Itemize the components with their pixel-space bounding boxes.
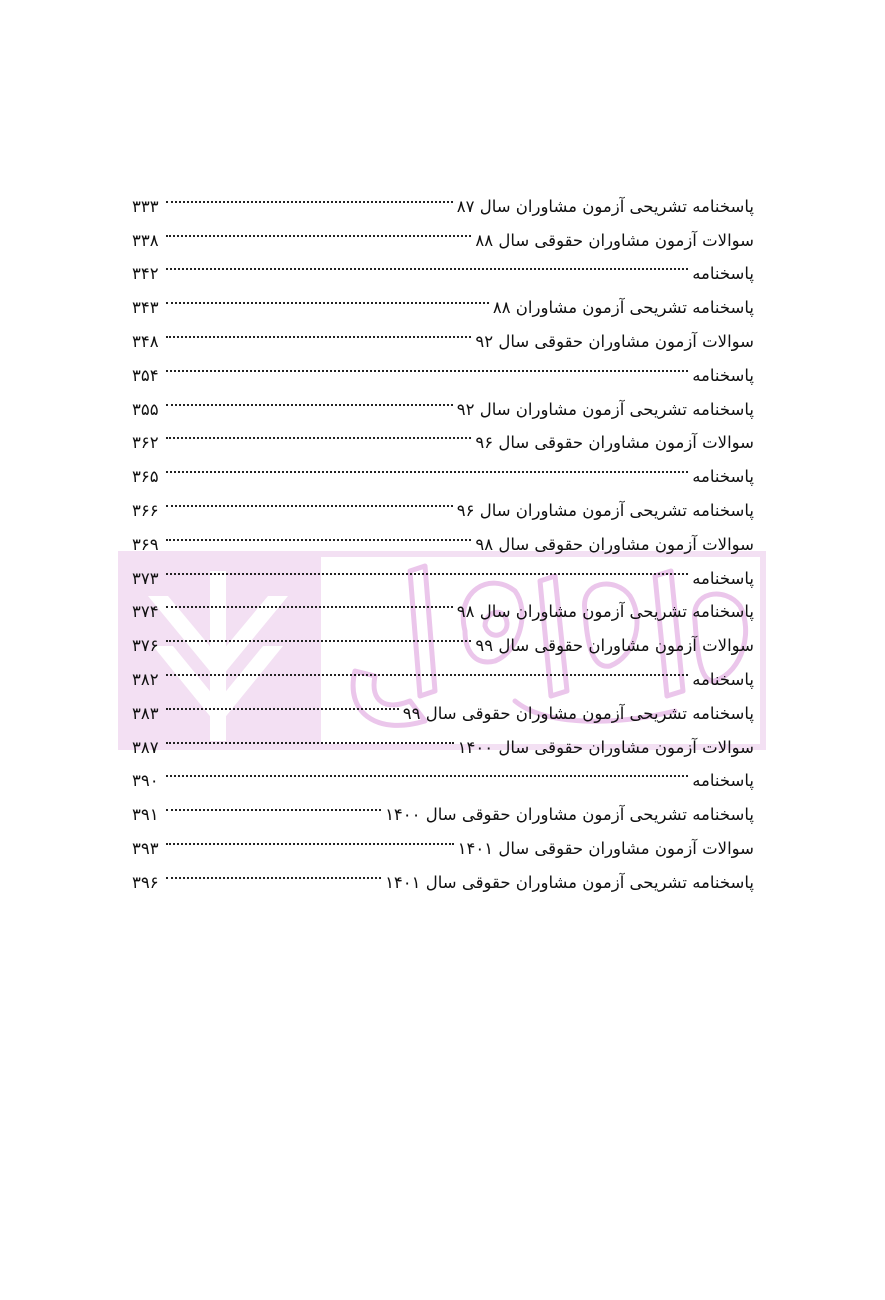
toc-entry-page: ۳۶۶ bbox=[132, 500, 159, 520]
toc-entry-page: ۳۹۶ bbox=[132, 872, 159, 892]
toc-entry-title: پاسخنامه bbox=[692, 467, 754, 487]
toc-entry-title: سوالات آزمون مشاوران حقوقی سال ۸۸ bbox=[475, 230, 754, 250]
dot-leader bbox=[166, 246, 688, 280]
toc-entry-title: پاسخنامه تشریحی آزمون مشاوران ۸۸ bbox=[492, 298, 754, 318]
toc-entry-title: سوالات آزمون مشاوران حقوقی سال ۱۴۰۱ bbox=[457, 838, 754, 858]
dot-leader bbox=[166, 786, 381, 820]
dot-leader bbox=[166, 719, 454, 753]
dot-leader bbox=[166, 347, 688, 381]
dot-leader bbox=[166, 753, 688, 787]
toc-entry-page: ۳۶۹ bbox=[132, 534, 159, 554]
toc-entry-page: ۳۳۳ bbox=[132, 196, 159, 216]
toc-entry-page: ۳۴۳ bbox=[132, 298, 159, 318]
toc-entry-page: ۳۷۴ bbox=[132, 602, 159, 622]
dot-leader bbox=[166, 584, 453, 618]
toc-entry-page: ۳۶۲ bbox=[132, 433, 159, 453]
dot-leader bbox=[166, 685, 399, 719]
toc-entry-page: ۳۳۸ bbox=[132, 230, 159, 250]
toc-entry-title: پاسخنامه bbox=[692, 264, 754, 284]
toc-entry-page: ۳۵۵ bbox=[132, 399, 159, 419]
toc-entry-page: ۳۹۱ bbox=[132, 805, 159, 825]
toc-entry[interactable] bbox=[132, 753, 754, 791]
toc-entry-page: ۳۷۶ bbox=[132, 636, 159, 656]
toc-entry-title: پاسخنامه bbox=[692, 568, 754, 588]
toc-entry-page: ۳۹۳ bbox=[132, 838, 159, 858]
dot-leader bbox=[166, 415, 471, 449]
toc-entry-title: سوالات آزمون مشاوران حقوقی سال ۹۲ bbox=[475, 331, 754, 351]
toc-entry-title: سوالات آزمون مشاوران حقوقی سال ۱۴۰۰ bbox=[457, 737, 754, 757]
toc-entry-title: پاسخنامه تشریحی آزمون مشاوران سال ۸۷ bbox=[456, 196, 754, 216]
toc-entry-page: ۳۶۵ bbox=[132, 467, 159, 487]
toc-entry-title: سوالات آزمون مشاوران حقوقی سال ۹۹ bbox=[475, 636, 754, 656]
toc-entry-title: پاسخنامه bbox=[692, 365, 754, 385]
toc-entry-title: پاسخنامه bbox=[692, 771, 754, 791]
toc-entry-title: سوالات آزمون مشاوران حقوقی سال ۹۸ bbox=[475, 534, 754, 554]
dot-leader bbox=[166, 448, 688, 482]
table-of-contents bbox=[132, 178, 754, 892]
dot-leader bbox=[166, 617, 471, 651]
toc-entry[interactable] bbox=[132, 584, 754, 622]
dot-leader bbox=[166, 212, 471, 246]
toc-entry[interactable] bbox=[132, 651, 754, 689]
toc-entry[interactable] bbox=[132, 448, 754, 487]
dot-leader bbox=[166, 651, 688, 685]
toc-entry-page: ۳۵۴ bbox=[132, 365, 159, 385]
dot-leader bbox=[166, 820, 454, 854]
dot-leader bbox=[166, 381, 453, 415]
dot-leader bbox=[166, 279, 489, 313]
toc-entry[interactable] bbox=[132, 482, 754, 520]
toc-entry-page: ۳۸۷ bbox=[132, 737, 159, 757]
toc-entry-title: پاسخنامه تشریحی آزمون مشاوران حقوقی سال ۹۹ bbox=[402, 703, 754, 723]
toc-entry-page: ۳۴۲ bbox=[132, 264, 159, 284]
toc-entry[interactable] bbox=[132, 786, 754, 825]
toc-entry-title: پاسخنامه bbox=[692, 669, 754, 689]
toc-entry-title: پاسخنامه تشریحی آزمون مشاوران سال ۹۲ bbox=[456, 399, 754, 419]
dot-leader bbox=[166, 482, 453, 516]
toc-entry-title: پاسخنامه تشریحی آزمون مشاوران سال ۹۶ bbox=[456, 500, 754, 520]
toc-entry-title: پاسخنامه تشریحی آزمون مشاوران حقوقی سال ۱۴۰۰ bbox=[385, 805, 754, 825]
toc-entry-page: ۳۷۳ bbox=[132, 568, 159, 588]
toc-entry-title: سوالات آزمون مشاوران حقوقی سال ۹۶ bbox=[475, 433, 754, 453]
dot-leader bbox=[166, 550, 688, 584]
toc-entry[interactable] bbox=[132, 685, 754, 723]
dot-leader bbox=[166, 854, 381, 888]
toc-entry-page: ۳۹۰ bbox=[132, 771, 159, 791]
toc-entry-title: پاسخنامه تشریحی آزمون مشاوران سال ۹۸ bbox=[456, 602, 754, 622]
dot-leader bbox=[166, 178, 453, 212]
toc-entry[interactable] bbox=[132, 550, 754, 588]
toc-entry[interactable] bbox=[132, 279, 754, 318]
toc-entry-page: ۳۴۸ bbox=[132, 331, 159, 351]
toc-entry[interactable] bbox=[132, 246, 754, 284]
toc-entry-title: پاسخنامه تشریحی آزمون مشاوران حقوقی سال ۱۴۰۱ bbox=[385, 872, 754, 892]
toc-entry[interactable] bbox=[132, 178, 754, 216]
toc-entry[interactable] bbox=[132, 381, 754, 419]
toc-entry-page: ۳۸۲ bbox=[132, 669, 159, 689]
dot-leader bbox=[166, 516, 471, 550]
toc-entry-page: ۳۸۳ bbox=[132, 703, 159, 723]
toc-entry[interactable] bbox=[132, 347, 754, 385]
dot-leader bbox=[166, 313, 471, 347]
